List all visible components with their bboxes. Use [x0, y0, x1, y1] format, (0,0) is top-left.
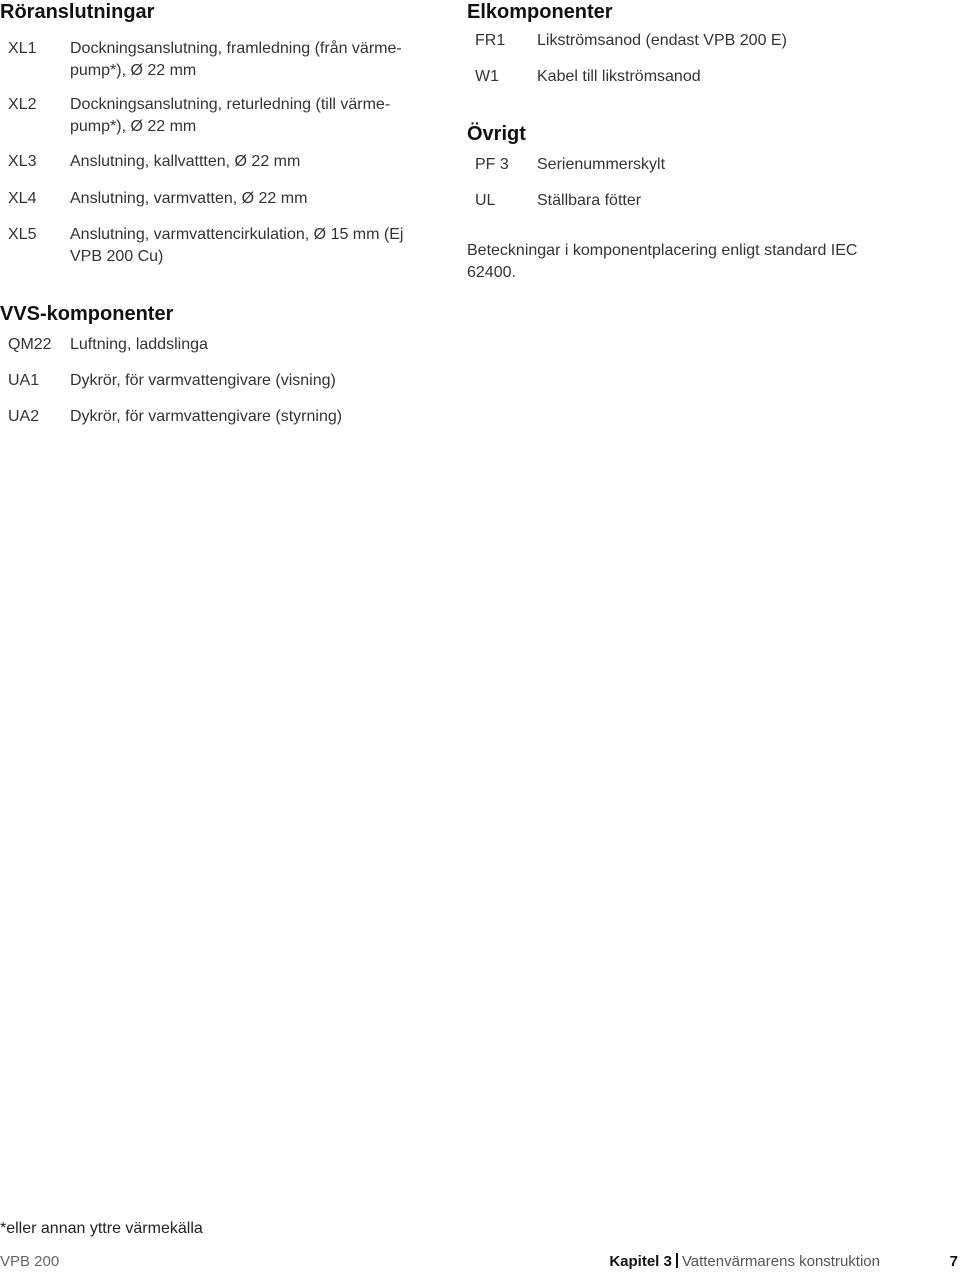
component-code: UA1 [8, 372, 40, 389]
component-description: Kabel till likströmsanod [537, 68, 701, 85]
component-description: Dockningsanslutning, returledning (till värme-pump*), Ø 22 mm [70, 96, 391, 135]
footer-chapter-label: Kapitel 3 [609, 1253, 672, 1270]
component-description: Dykrör, för varmvattengivare (styrning) [70, 408, 343, 425]
section-roranslutningar [0, 0, 440, 290]
component-description: Likströmsanod (endast VPB 200 E) [537, 32, 787, 49]
component-description: Dockningsanslutning, framledning (från värme-pump*), Ø 22 mm [70, 40, 402, 79]
component-code: W1 [475, 68, 499, 85]
component-code: UA2 [8, 408, 40, 425]
component-description: Luftning, laddslinga [70, 336, 208, 353]
component-code: UL [475, 192, 496, 209]
component-code: XL1 [8, 40, 37, 57]
standard-note: Beteckningar i komponentplacering enligt standard IEC 62400. [467, 242, 858, 281]
component-code: FR1 [475, 32, 506, 49]
section-ovrigt [467, 122, 947, 222]
page-number: 7 [949, 1253, 958, 1270]
footer-product-name: VPB 200 [0, 1253, 60, 1270]
section-title-elkomponenter: Elkomponenter [467, 1, 613, 23]
footer-chapter-title: Vattenvärmarens konstruktion [681, 1253, 880, 1270]
component-description: Anslutning, varmvattencirkulation, Ø 15 mm (Ej VPB 200 Cu) [70, 226, 404, 265]
component-description: Serienummerskylt [537, 156, 666, 173]
component-code: XL3 [8, 153, 37, 170]
footer-chapter [609, 1252, 880, 1272]
footer-separator [676, 1253, 678, 1268]
footnote: *eller annan yttre värmekälla [0, 1220, 203, 1237]
component-description: Anslutning, kallvattten, Ø 22 mm [70, 153, 301, 170]
component-code: XL4 [8, 190, 37, 207]
component-code: QM22 [8, 336, 52, 353]
component-code: XL5 [8, 226, 37, 243]
section-title-ovrigt: Övrigt [467, 123, 526, 145]
section-title-vvs-komponenter: VVS-komponenter [0, 303, 174, 325]
component-code: XL2 [8, 96, 37, 113]
section-elkomponenter [467, 0, 947, 100]
component-description: Anslutning, varmvatten, Ø 22 mm [70, 190, 308, 207]
section-title-roranslutningar: Röranslutningar [0, 1, 155, 23]
page-footer [0, 1252, 960, 1272]
section-vvs-komponenter [0, 302, 440, 442]
component-code: PF 3 [475, 156, 509, 173]
component-description: Ställbara fötter [537, 192, 642, 209]
component-description: Dykrör, för varmvattengivare (visning) [70, 372, 336, 389]
